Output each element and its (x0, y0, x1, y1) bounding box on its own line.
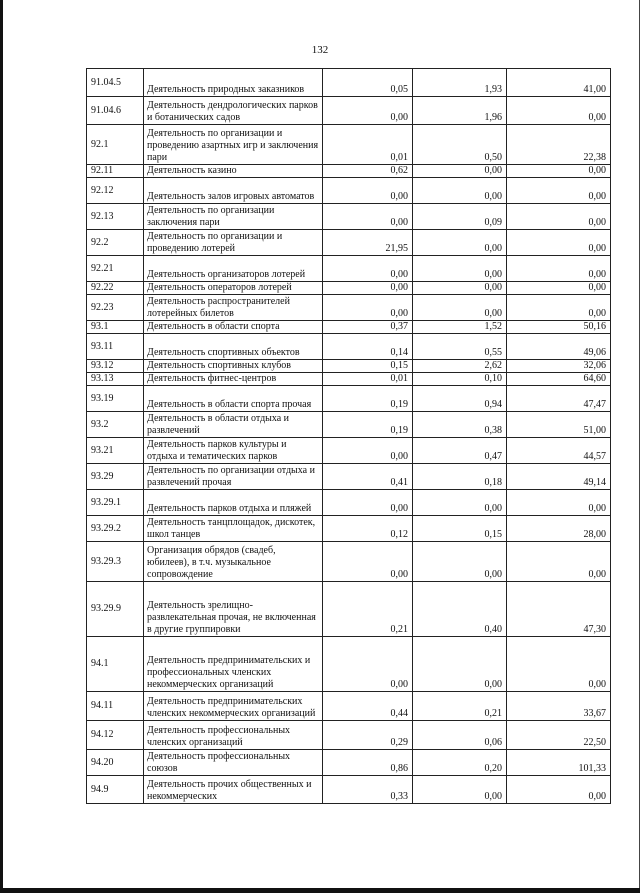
table-row (87, 282, 611, 295)
row-code: 93.29.3 (87, 542, 144, 582)
row-value-1: 0,00 (323, 637, 413, 692)
table-row (87, 542, 611, 582)
row-value-3: 33,67 (507, 692, 611, 721)
row-activity-name: Деятельность спортивных клубов (144, 360, 323, 373)
table-row (87, 516, 611, 542)
table-row (87, 386, 611, 412)
table-row (87, 692, 611, 721)
row-code: 92.2 (87, 230, 144, 256)
row-value-2: 0,00 (413, 178, 507, 204)
row-code: 93.2 (87, 412, 144, 438)
row-activity-name: Деятельность профессиональных членских организаций (144, 721, 323, 750)
table-row (87, 295, 611, 321)
row-value-3: 22,38 (507, 125, 611, 165)
row-value-3: 49,06 (507, 334, 611, 360)
row-value-2: 0,40 (413, 582, 507, 637)
row-value-3: 47,30 (507, 582, 611, 637)
page-number: 132 (311, 44, 329, 56)
row-value-1: 0,41 (323, 464, 413, 490)
row-value-3: 22,50 (507, 721, 611, 750)
row-value-3: 49,14 (507, 464, 611, 490)
table-row (87, 412, 611, 438)
row-value-1: 0,86 (323, 750, 413, 776)
row-code: 91.04.6 (87, 97, 144, 125)
row-activity-name: Деятельность парков культуры и отдыха и тематических парков (144, 438, 323, 464)
row-value-2: 0,00 (413, 295, 507, 321)
row-value-1: 21,95 (323, 230, 413, 256)
row-value-1: 0,00 (323, 178, 413, 204)
row-value-2: 0,00 (413, 282, 507, 295)
row-code: 93.29 (87, 464, 144, 490)
row-value-3: 0,00 (507, 490, 611, 516)
row-code: 92.23 (87, 295, 144, 321)
row-value-1: 0,00 (323, 204, 413, 230)
row-value-2: 0,00 (413, 256, 507, 282)
row-value-1: 0,37 (323, 321, 413, 334)
scan-edge-left (0, 0, 3, 893)
row-activity-name: Деятельность предпринимательских и профессиональных членских некоммерческих организаций (144, 637, 323, 692)
row-value-1: 0,29 (323, 721, 413, 750)
row-value-2: 0,18 (413, 464, 507, 490)
row-code: 92.21 (87, 256, 144, 282)
row-value-1: 0,00 (323, 97, 413, 125)
row-value-1: 0,00 (323, 295, 413, 321)
row-activity-name: Деятельность фитнес-центров (144, 373, 323, 386)
row-code: 93.29.1 (87, 490, 144, 516)
row-value-2: 0,09 (413, 204, 507, 230)
row-activity-name: Деятельность в области отдыха и развлечений (144, 412, 323, 438)
row-code: 92.13 (87, 204, 144, 230)
row-value-2: 2,62 (413, 360, 507, 373)
row-activity-name: Организация обрядов (свадеб, юбилеев), в т.ч. музыкальное сопровождение (144, 542, 323, 582)
row-activity-name: Деятельность танцплощадок, дискотек, школ танцев (144, 516, 323, 542)
row-value-2: 1,93 (413, 69, 507, 97)
row-value-1: 0,19 (323, 412, 413, 438)
row-value-3: 101,33 (507, 750, 611, 776)
row-value-1: 0,00 (323, 282, 413, 295)
row-value-1: 0,19 (323, 386, 413, 412)
row-value-3: 0,00 (507, 637, 611, 692)
row-code: 92.22 (87, 282, 144, 295)
row-value-1: 0,44 (323, 692, 413, 721)
row-value-3: 0,00 (507, 295, 611, 321)
row-activity-name: Деятельность по организации заключения пари (144, 204, 323, 230)
row-code: 92.12 (87, 178, 144, 204)
row-value-3: 51,00 (507, 412, 611, 438)
row-value-1: 0,00 (323, 490, 413, 516)
row-activity-name: Деятельность в области спорта (144, 321, 323, 334)
row-activity-name: Деятельность по организации и проведению лотерей (144, 230, 323, 256)
row-value-2: 0,00 (413, 637, 507, 692)
row-value-3: 41,00 (507, 69, 611, 97)
row-code: 93.11 (87, 334, 144, 360)
table-row (87, 165, 611, 178)
row-value-1: 0,62 (323, 165, 413, 178)
row-code: 92.11 (87, 165, 144, 178)
row-code: 94.11 (87, 692, 144, 721)
table-row (87, 178, 611, 204)
row-value-2: 0,47 (413, 438, 507, 464)
row-value-2: 1,96 (413, 97, 507, 125)
table-row (87, 490, 611, 516)
row-code: 93.29.9 (87, 582, 144, 637)
row-value-1: 0,33 (323, 776, 413, 804)
row-value-1: 0,15 (323, 360, 413, 373)
activity-table (86, 68, 611, 804)
activity-table-body (87, 69, 611, 804)
row-value-3: 0,00 (507, 282, 611, 295)
row-code: 91.04.5 (87, 69, 144, 97)
row-value-1: 0,01 (323, 125, 413, 165)
row-value-2: 0,38 (413, 412, 507, 438)
row-activity-name: Деятельность зрелищно-развлекательная прочая, не включенная в другие группировки (144, 582, 323, 637)
row-activity-name: Деятельность залов игровых автоматов (144, 178, 323, 204)
table-row (87, 582, 611, 637)
row-value-3: 0,00 (507, 776, 611, 804)
row-activity-name: Деятельность парков отдыха и пляжей (144, 490, 323, 516)
row-activity-name: Деятельность профессиональных союзов (144, 750, 323, 776)
table-row (87, 69, 611, 97)
row-value-3: 50,16 (507, 321, 611, 334)
row-value-3: 0,00 (507, 165, 611, 178)
table-row (87, 750, 611, 776)
row-activity-name: Деятельность по организации и проведению азартных игр и заключения пари (144, 125, 323, 165)
row-value-1: 0,00 (323, 438, 413, 464)
row-code: 94.1 (87, 637, 144, 692)
row-value-1: 0,21 (323, 582, 413, 637)
row-value-3: 0,00 (507, 204, 611, 230)
row-value-3: 32,06 (507, 360, 611, 373)
table-row (87, 464, 611, 490)
row-value-3: 0,00 (507, 178, 611, 204)
row-value-2: 1,52 (413, 321, 507, 334)
row-activity-name: Деятельность операторов лотерей (144, 282, 323, 295)
row-value-2: 0,00 (413, 776, 507, 804)
row-code: 93.13 (87, 373, 144, 386)
table-row (87, 360, 611, 373)
row-value-2: 0,55 (413, 334, 507, 360)
table-row (87, 776, 611, 804)
table-row (87, 334, 611, 360)
row-activity-name: Деятельность распространителей лотерейных билетов (144, 295, 323, 321)
row-value-2: 0,00 (413, 165, 507, 178)
row-value-1: 0,00 (323, 256, 413, 282)
row-value-1: 0,05 (323, 69, 413, 97)
row-activity-name: Деятельность по организации отдыха и развлечений прочая (144, 464, 323, 490)
row-code: 93.19 (87, 386, 144, 412)
row-value-3: 0,00 (507, 230, 611, 256)
table-row (87, 438, 611, 464)
row-value-2: 0,00 (413, 230, 507, 256)
row-activity-name: Деятельность организаторов лотерей (144, 256, 323, 282)
row-value-3: 44,57 (507, 438, 611, 464)
table-row (87, 97, 611, 125)
row-value-2: 0,10 (413, 373, 507, 386)
row-value-3: 28,00 (507, 516, 611, 542)
row-code: 93.12 (87, 360, 144, 373)
row-value-2: 0,94 (413, 386, 507, 412)
row-value-2: 0,00 (413, 542, 507, 582)
row-activity-name: Деятельность предпринимательских членских некоммерческих организаций (144, 692, 323, 721)
row-value-3: 0,00 (507, 542, 611, 582)
row-value-3: 0,00 (507, 256, 611, 282)
row-value-1: 0,00 (323, 542, 413, 582)
row-value-2: 0,21 (413, 692, 507, 721)
row-value-3: 0,00 (507, 97, 611, 125)
row-value-3: 64,60 (507, 373, 611, 386)
row-code: 94.20 (87, 750, 144, 776)
row-value-1: 0,14 (323, 334, 413, 360)
scan-edge-bottom (0, 888, 640, 893)
row-activity-name: Деятельность в области спорта прочая (144, 386, 323, 412)
table-row (87, 721, 611, 750)
row-value-1: 0,01 (323, 373, 413, 386)
row-activity-name: Деятельность казино (144, 165, 323, 178)
row-code: 92.1 (87, 125, 144, 165)
table-row (87, 373, 611, 386)
row-code: 93.29.2 (87, 516, 144, 542)
row-code: 94.9 (87, 776, 144, 804)
row-activity-name: Деятельность дендрологических парков и ботанических садов (144, 97, 323, 125)
table-row (87, 637, 611, 692)
table-row (87, 256, 611, 282)
table-row (87, 125, 611, 165)
row-value-1: 0,12 (323, 516, 413, 542)
table-row (87, 204, 611, 230)
row-code: 93.1 (87, 321, 144, 334)
row-activity-name: Деятельность прочих общественных и некоммерческих (144, 776, 323, 804)
row-code: 94.12 (87, 721, 144, 750)
row-code: 93.21 (87, 438, 144, 464)
row-activity-name: Деятельность спортивных объектов (144, 334, 323, 360)
table-row (87, 321, 611, 334)
table-row (87, 230, 611, 256)
row-value-2: 0,15 (413, 516, 507, 542)
row-value-2: 0,00 (413, 490, 507, 516)
row-activity-name: Деятельность природных заказников (144, 69, 323, 97)
row-value-3: 47,47 (507, 386, 611, 412)
row-value-2: 0,20 (413, 750, 507, 776)
row-value-2: 0,50 (413, 125, 507, 165)
row-value-2: 0,06 (413, 721, 507, 750)
